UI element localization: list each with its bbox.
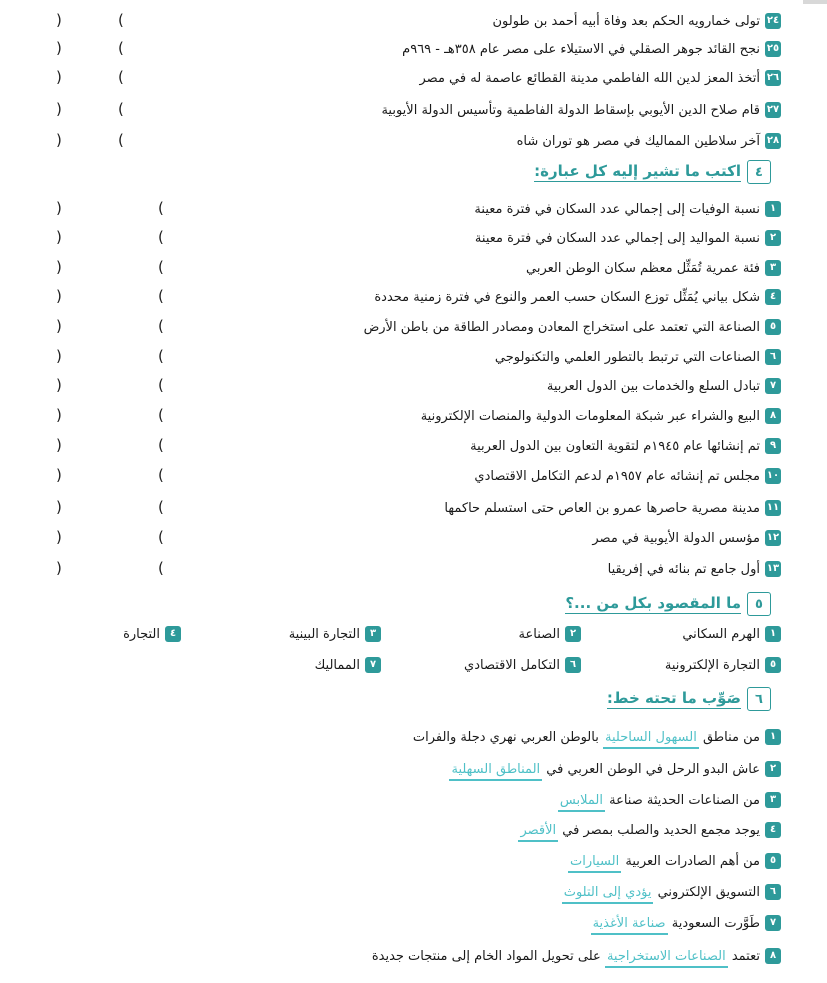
answer-paren-close: ) (56, 131, 62, 149)
answer-paren-close: ) (56, 39, 62, 57)
answer-paren-close: ) (56, 11, 62, 29)
list-item (0, 848, 827, 874)
item-text: نجح القائد جوهر الصقلي في الاستيلاء على مصر عام ٣٥٨هـ - ٩٦٩م (402, 41, 760, 57)
section-number-box: ٥ (747, 592, 771, 616)
answer-paren-close: ) (56, 559, 62, 577)
item-text (518, 823, 760, 838)
section-title: اكتب ما تشير إليه كل عبارة: (534, 162, 741, 180)
answer-paren-open: ( (118, 100, 124, 118)
term-text: التجارة (123, 626, 160, 642)
item-text: شكل بياني يُمَثِّل توزع السكان حسب العمر والنوع في فترة زمنية محددة (374, 289, 760, 305)
item-text: مجلس تم إنشائه عام ١٩٥٧م لدعم التكامل الاقتصادي (474, 468, 760, 484)
answer-paren-close: ) (56, 436, 62, 454)
item-number-badge: ٢٥ (765, 41, 781, 57)
answer-paren-close: ) (56, 317, 62, 335)
term-item (315, 652, 381, 678)
item-text (372, 949, 760, 964)
term-text: التكامل الاقتصادي (464, 657, 560, 673)
answer-paren-close: ) (56, 199, 62, 217)
term-item (123, 621, 181, 647)
term-text: الهرم السكاني (682, 626, 760, 642)
item-text: مؤسس الدولة الأيوبية في مصر (592, 530, 760, 546)
list-item (0, 36, 827, 62)
item-number-badge: ٩ (765, 438, 781, 454)
underlined-phrase: يؤدي إلى التلوث (562, 885, 654, 904)
list-item (0, 97, 827, 123)
list-item (0, 556, 827, 582)
term-item (519, 621, 581, 647)
answer-paren-close: ) (56, 347, 62, 365)
item-text: الصناعة التي تعتمد على استخراج المعادن ومصادر الطاقة من باطن الأرض (363, 319, 760, 335)
list-item (0, 225, 827, 251)
list-item (0, 817, 827, 843)
answer-paren-open: ( (158, 528, 164, 546)
item-number-badge: ٢٦ (765, 70, 781, 86)
answer-paren-close: ) (56, 68, 62, 86)
answer-paren-open: ( (118, 39, 124, 57)
underlined-phrase: الصناعات الاستخراجية (605, 949, 728, 968)
term-item (289, 621, 381, 647)
item-text: أتخذ المعز لدين الله الفاطمي مدينة القطائع عاصمة له في مصر (419, 70, 760, 86)
item-text: فئة عمرية تُمَثِّل معظم سكان الوطن العربي (526, 260, 760, 276)
item-number-badge: ١ (765, 626, 781, 642)
item-text (562, 885, 760, 900)
term-item (464, 652, 581, 678)
list-item (0, 525, 827, 551)
item-number-badge: ٨ (765, 408, 781, 424)
item-text: نسبة المواليد إلى إجمالي عدد السكان في فترة معينة (474, 230, 760, 246)
section-number-box: ٤ (747, 160, 771, 184)
item-number-badge: ٧ (765, 915, 781, 931)
item-number-badge: ٢٤ (765, 13, 781, 29)
underlined-phrase: السهول الساحلية (603, 730, 699, 749)
list-item (0, 403, 827, 429)
underlined-phrase: الملابس (558, 793, 605, 812)
list-item (0, 724, 827, 750)
item-number-badge: ١٢ (765, 530, 781, 546)
item-number-badge: ١٣ (765, 561, 781, 577)
term-text: المماليك (314, 657, 360, 673)
answer-paren-close: ) (56, 258, 62, 276)
item-number-badge: ٢ (765, 230, 781, 246)
answer-paren-open: ( (158, 228, 164, 246)
answer-paren-close: ) (56, 406, 62, 424)
item-number-badge: ٧ (365, 657, 381, 673)
answer-paren-close: ) (56, 466, 62, 484)
item-text: أول جامع تم بنائه في إفريقيا (607, 561, 760, 577)
item-number-badge: ٦ (565, 657, 581, 673)
list-item (0, 196, 827, 222)
item-number-badge: ٤ (165, 626, 181, 642)
section-title: ما المقصود بكل من ...؟ (565, 594, 741, 612)
term-text: التجارة الإلكترونية (664, 657, 760, 673)
term-item (665, 652, 781, 678)
item-number-badge: ١١ (765, 500, 781, 516)
item-text: البيع والشراء عبر شبكة المعلومات الدولية والمنصات الإلكترونية (420, 408, 760, 424)
item-text: تم إنشائها عام ١٩٤٥م لتقوية التعاون بين الدول العربية (470, 438, 760, 454)
list-item (0, 344, 827, 370)
answer-paren-close: ) (56, 287, 62, 305)
item-text: نسبة الوفيات إلى إجمالي عدد السكان في فترة معينة (474, 201, 760, 217)
answer-paren-open: ( (118, 131, 124, 149)
item-number-badge: ٧ (765, 378, 781, 394)
answer-paren-open: ( (158, 466, 164, 484)
list-item (0, 65, 827, 91)
list-item (0, 373, 827, 399)
answer-paren-open: ( (158, 258, 164, 276)
list-item (0, 879, 827, 905)
item-text: قام صلاح الدين الأيوبي بإسقاط الدولة الفاطمية وتأسيس الدولة الأيوبية (381, 102, 760, 118)
page-edge-mark (803, 0, 827, 4)
list-item (0, 910, 827, 936)
item-number-badge: ٢٧ (765, 102, 781, 118)
item-number-badge: ٥ (765, 319, 781, 335)
underlined-phrase: الأقصر (518, 823, 558, 842)
text-before: من أهم الصادرات العربية (625, 853, 760, 869)
list-item (0, 255, 827, 281)
list-item (0, 787, 827, 813)
text-before: طَوَّرت السعودية (671, 915, 760, 931)
text-before: من الصناعات الحديثة صناعة (609, 792, 760, 808)
list-item (0, 314, 827, 340)
item-text (413, 730, 760, 745)
answer-paren-close: ) (56, 100, 62, 118)
item-number-badge: ٢ (565, 626, 581, 642)
list-item (0, 943, 827, 969)
answer-paren-open: ( (158, 436, 164, 454)
list-item (0, 756, 827, 782)
item-number-badge: ٥ (765, 853, 781, 869)
item-text (449, 762, 760, 777)
item-number-badge: ٦ (765, 349, 781, 365)
item-number-badge: ١ (765, 201, 781, 217)
term-text: الصناعة (518, 626, 560, 642)
item-number-badge: ٣ (765, 792, 781, 808)
section-title: صَوِّب ما تحته خط: (606, 689, 741, 707)
section-6-heading (607, 684, 771, 714)
item-text: تولى خمارويه الحكم بعد وفاة أبيه أحمد بن طولون (492, 13, 760, 29)
answer-paren-close: ) (56, 376, 62, 394)
answer-paren-open: ( (158, 376, 164, 394)
item-number-badge: ٨ (765, 948, 781, 964)
underlined-phrase: السيارات (568, 854, 621, 873)
answer-paren-close: ) (56, 528, 62, 546)
answer-paren-open: ( (158, 498, 164, 516)
answer-paren-close: ) (56, 228, 62, 246)
underlined-phrase: صناعة الأغذية (591, 916, 668, 935)
answer-paren-open: ( (158, 199, 164, 217)
item-number-badge: ٤ (765, 822, 781, 838)
list-item (0, 128, 827, 154)
answer-paren-close: ) (56, 498, 62, 516)
item-text (591, 916, 760, 931)
item-text: مدينة مصرية حاصرها عمرو بن العاص حتى استسلم حاكمها (444, 500, 760, 516)
item-text: الصناعات التي ترتبط بالتطور العلمي والتكنولوجي (494, 349, 760, 365)
list-item (0, 495, 827, 521)
item-number-badge: ١ (765, 729, 781, 745)
item-text (558, 793, 760, 808)
answer-paren-open: ( (158, 406, 164, 424)
text-before: تعتمد (731, 948, 760, 964)
list-item (0, 463, 827, 489)
list-item (0, 284, 827, 310)
item-number-badge: ٦ (765, 884, 781, 900)
answer-paren-open: ( (158, 287, 164, 305)
text-before: التسويق الإلكتروني (657, 884, 760, 900)
underlined-phrase: المناطق السهلية (449, 762, 542, 781)
term-item (682, 621, 781, 647)
answer-paren-open: ( (118, 68, 124, 86)
item-text: تبادل السلع والخدمات بين الدول العربية (546, 378, 760, 394)
text-before: عاش البدو الرحل في الوطن العربي في (546, 761, 760, 777)
list-item (0, 8, 827, 34)
section-5-heading (565, 589, 771, 619)
item-number-badge: ٣ (765, 260, 781, 276)
answer-paren-open: ( (158, 317, 164, 335)
section-4-heading (534, 157, 771, 187)
item-number-badge: ٢٨ (765, 133, 781, 149)
answer-paren-open: ( (158, 559, 164, 577)
text-after: على تحويل المواد الخام إلى منتجات جديدة (371, 948, 601, 964)
item-number-badge: ٤ (765, 289, 781, 305)
text-before: من مناطق (702, 729, 760, 745)
item-number-badge: ٣ (365, 626, 381, 642)
text-before: يوجد مجمع الحديد والصلب بمصر في (562, 822, 760, 838)
item-text: آخر سلاطين المماليك في مصر هو توران شاه (516, 133, 760, 149)
list-item (0, 433, 827, 459)
item-number-badge: ٢ (765, 761, 781, 777)
text-after: بالوطن العربي نهري دجلة والفرات (412, 729, 599, 745)
section-number-box: ٦ (747, 687, 771, 711)
item-number-badge: ١٠ (765, 468, 781, 484)
item-number-badge: ٥ (765, 657, 781, 673)
answer-paren-open: ( (158, 347, 164, 365)
term-text: التجارة البينية (288, 626, 360, 642)
answer-paren-open: ( (118, 11, 124, 29)
item-text (568, 854, 760, 869)
